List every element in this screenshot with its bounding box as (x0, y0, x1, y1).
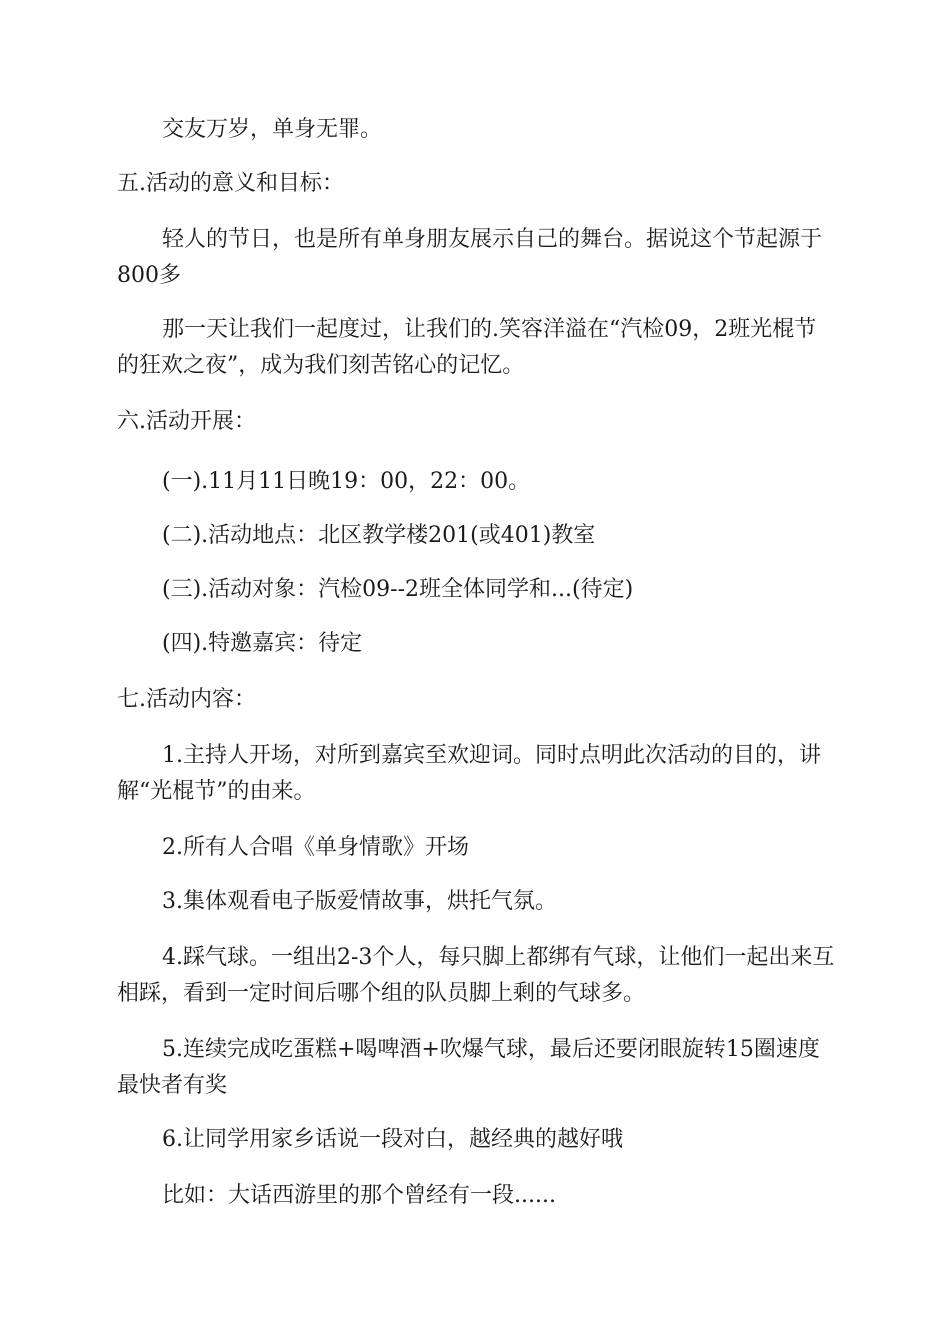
paragraph-example: 比如：大话西游里的那个曾经有一段...... (162, 1183, 556, 1208)
paragraph-together: 那一天让我们一起度过，让我们的.笑容洋溢在“汽检09，2班光棍节的狂欢之夜”，成为我们刻苦铭心的记忆。 (117, 317, 817, 378)
list-item-guests: (四).特邀嘉宾：待定 (162, 631, 363, 656)
list-item-dialect: 6.让同学用家乡话说一段对白，越经典的越好哦 (162, 1127, 623, 1152)
paragraph-meaning: 轻人的节日，也是所有单身朋友展示自己的舞台。据说这个节起源于800多 (117, 227, 823, 288)
section-heading-7: 七.活动内容： (117, 687, 256, 712)
list-item-balloon: 4.踩气球。一组出2-3个人，每只脚上都绑有气球，让他们一起出来互相踩，看到一定时间后哪个组的队员脚上剩的气球多。 (117, 945, 835, 1006)
paragraph-slogan: 交友万岁，单身无罪。 (162, 117, 383, 142)
list-item-location: (二).活动地点：北区教学楼201(或401)教室 (162, 523, 596, 548)
list-item-challenge: 5.连续完成吃蛋糕+喝啤酒+吹爆气球，最后还要闭眼旋转15圈速度最快者有奖 (117, 1037, 820, 1098)
section-heading-6: 六.活动开展： (117, 409, 256, 434)
list-item-time: (一).11月11日晚19：00，22：00。 (162, 469, 531, 494)
list-item-audience: (三).活动对象：汽检09--2班全体同学和...(待定) (162, 577, 634, 602)
list-item-host: 1.主持人开场，对所到嘉宾至欢迎词。同时点明此次活动的目的，讲解“光棍节”的由来。 (117, 743, 821, 804)
section-heading-5: 五.活动的意义和目标： (117, 171, 344, 196)
list-item-story: 3.集体观看电子版爱情故事，烘托气氛。 (162, 889, 557, 914)
list-item-song: 2.所有人合唱《单身情歌》开场 (162, 835, 469, 860)
